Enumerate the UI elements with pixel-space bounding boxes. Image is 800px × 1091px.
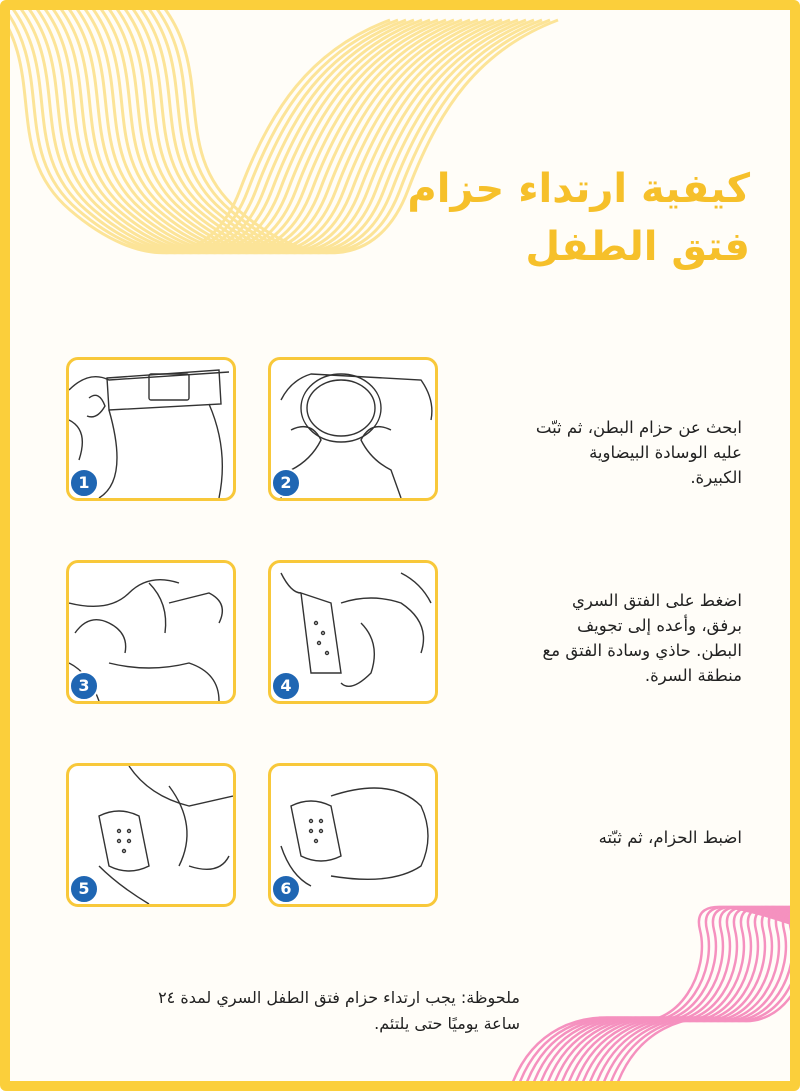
step-badge: 4 — [271, 671, 301, 701]
instruction-line: اضغط على الفتق السري — [571, 591, 742, 610]
step-badge: 1 — [69, 468, 99, 498]
step-2-card — [268, 357, 438, 501]
note-line-2: ساعة يوميًا حتى يلتئم. — [374, 1014, 520, 1033]
instruction-line: عليه الوسادة البيضاوية — [589, 443, 742, 462]
step-5-card — [66, 763, 236, 907]
wave-line — [552, 907, 790, 1081]
note-line-1: ملحوظة: يجب ارتداء حزام فتق الطفل السري لمدة ٢٤ — [158, 988, 520, 1007]
title-line-1: كيفية ارتداء حزام — [407, 166, 750, 212]
wave-line — [510, 907, 790, 1081]
step-4-card — [268, 560, 438, 704]
instruction-line: الكبيرة. — [690, 468, 742, 487]
wave-line — [545, 907, 790, 1081]
title-line-2: فتق الطفل — [525, 224, 750, 270]
instruction-line: اضبط الحزام، ثم ثبّته — [598, 828, 742, 847]
instruction-line: البطن. حاذي وسادة الفتق مع — [542, 641, 742, 660]
step-badge: 2 — [271, 468, 301, 498]
step-badge: 3 — [69, 671, 99, 701]
instruction-line: برفق، وأعده إلى تجويف — [577, 616, 742, 635]
step-6-card — [268, 763, 438, 907]
wave-line — [559, 907, 790, 1081]
step-badge: 6 — [271, 874, 301, 904]
step-3-card — [66, 560, 236, 704]
wave-line — [594, 907, 790, 1081]
instruction-line: ابحث عن حزام البطن، ثم ثبّت — [535, 418, 742, 437]
instruction-step-1 — [492, 415, 742, 490]
step-badge: 5 — [69, 874, 99, 904]
instruction-step-2 — [492, 588, 742, 688]
usage-note — [50, 985, 520, 1037]
instruction-step-3 — [492, 825, 742, 850]
page-title — [390, 160, 750, 276]
instruction-line: منطقة السرة. — [644, 666, 742, 685]
step-1-card — [66, 357, 236, 501]
